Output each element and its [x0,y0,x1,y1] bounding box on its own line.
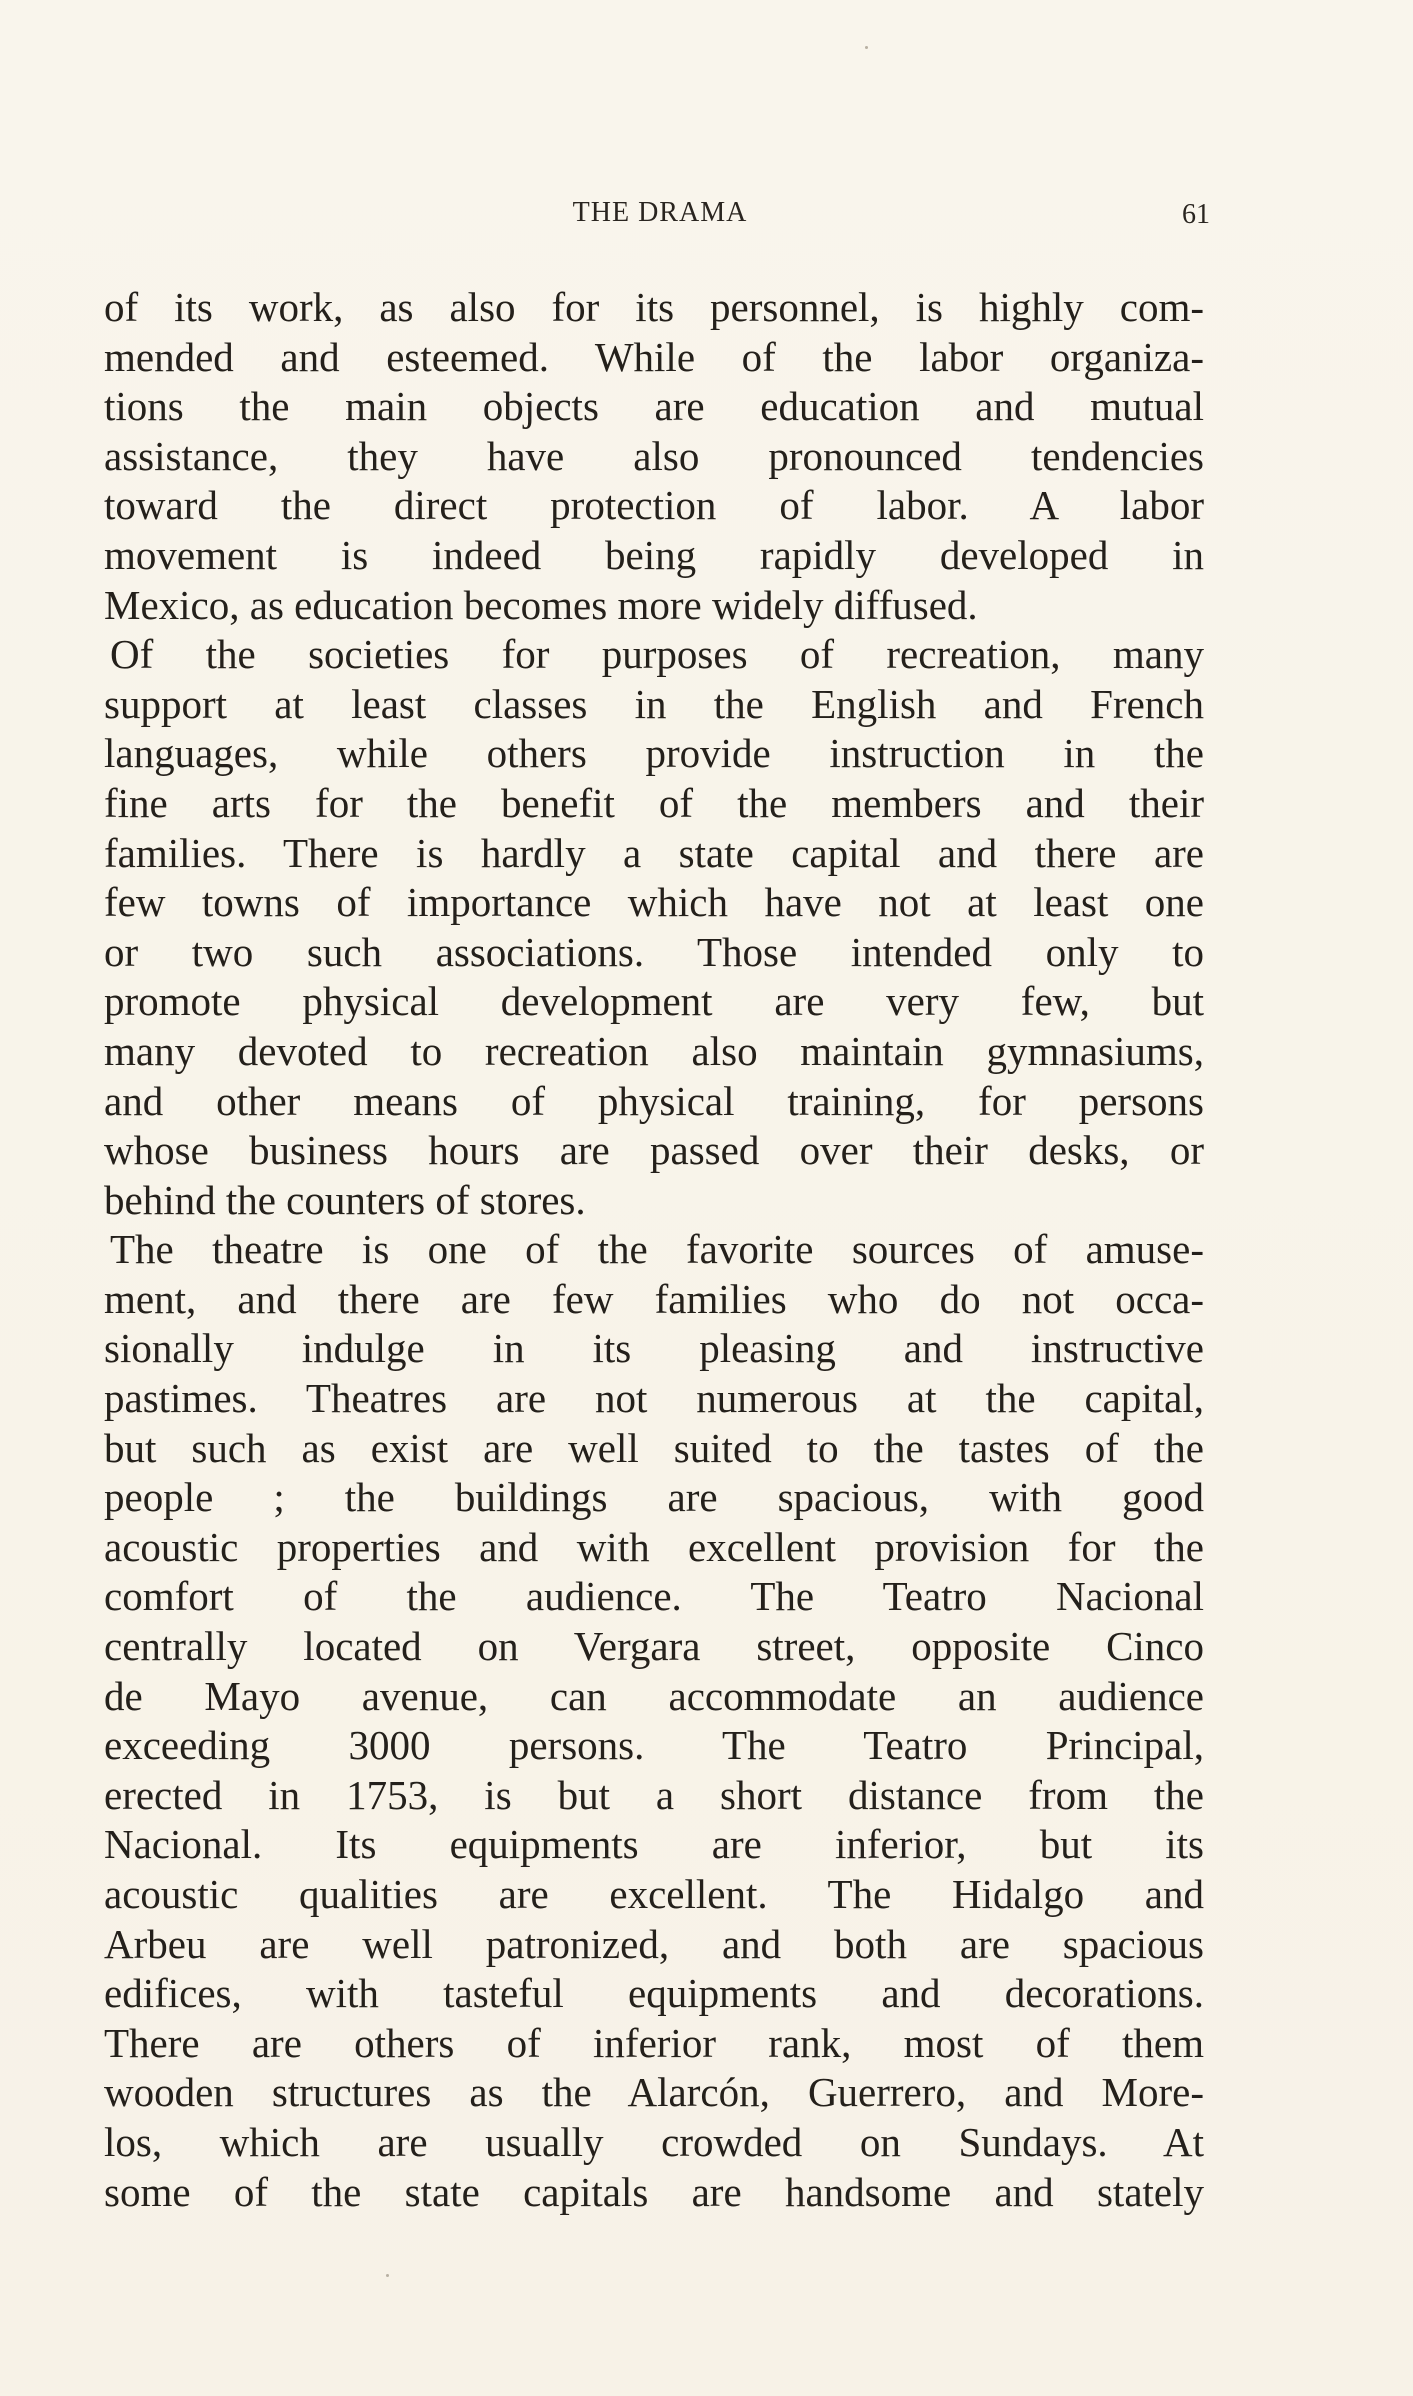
text-line: some of the state capitals are handsome and stately [104,2168,1204,2215]
text-line: whose business hours are passed over their desks, or [104,1127,1204,1174]
text-line: sionally indulge in its pleasing and instructive [104,1325,1204,1372]
text-line: mended and esteemed. While of the labor organiza- [104,333,1204,380]
text-line: centrally located on Vergara street, opposite Cinco [104,1623,1204,1670]
text-line: Arbeu are well patronized, and both are spacious [104,1920,1204,1967]
text-line: assistance, they have also pronounced tendencies [104,432,1204,479]
text-line: promote physical development are very few, but [104,978,1204,1025]
text-line: movement is indeed being rapidly developed in [104,531,1204,578]
text-line: tions the main objects are education and mutual [104,383,1204,430]
text-line: los, which are usually crowded on Sundays. At [104,2118,1204,2165]
text-line: acoustic qualities are excellent. The Hidalgo and [104,1871,1204,1917]
text-line: but such as exist are well suited to the tastes of the [104,1424,1204,1471]
text-line: Nacional. Its equipments are inferior, but its [104,1821,1204,1868]
text-line: families. There is hardly a state capital and there are [104,829,1204,876]
text-line: Mexico, as education becomes more widely diffused. [104,581,978,628]
text-line: The theatre is one of the favorite sources of amuse- [110,1226,1204,1273]
text-line: erected in 1753, is but a short distance from the [104,1771,1204,1818]
body-text [104,283,1204,2217]
text-line: There are others of inferior rank, most of them [104,2019,1204,2066]
text-line: ment, and there are few families who do not occa- [104,1275,1204,1322]
page-number: 61 [1182,199,1210,230]
text-line: de Mayo avenue, can accommodate an audience [104,1672,1204,1719]
text-line: of its work, as also for its personnel, is highly com- [104,284,1204,330]
paper-speck [386,2274,389,2277]
text-line: acoustic properties and with excellent provision for the [104,1523,1204,1570]
text-line: fine arts for the benefit of the members and their [104,779,1204,826]
text-line: or two such associations. Those intended only to [104,928,1204,975]
text-line: exceeding 3000 persons. The Teatro Principal, [104,1722,1204,1769]
text-line: support at least classes in the English and French [104,680,1204,727]
text-line: toward the direct protection of labor. A labor [104,482,1204,529]
text-line: Of the societies for purposes of recreation, many [110,631,1204,678]
paper-speck [865,46,868,49]
text-line: behind the counters of stores. [104,1176,586,1223]
text-line: people ; the buildings are spacious, with good [104,1474,1204,1521]
running-title: THE DRAMA [572,197,748,228]
text-line: languages, while others provide instruction in the [104,730,1204,777]
text-line: and other means of physical training, for persons [104,1077,1204,1124]
running-head [110,197,1210,247]
text-line: comfort of the audience. The Teatro Nacional [104,1573,1204,1620]
text-line: few towns of importance which have not at least one [104,879,1204,926]
text-line: pastimes. Theatres are not numerous at the capital, [104,1375,1204,1422]
text-line: edifices, with tasteful equipments and decorations. [104,1970,1204,2017]
text-line: wooden structures as the Alarcón, Guerrero, and More- [104,2069,1204,2116]
text-line: many devoted to recreation also maintain gymnasiums, [104,1027,1204,1074]
